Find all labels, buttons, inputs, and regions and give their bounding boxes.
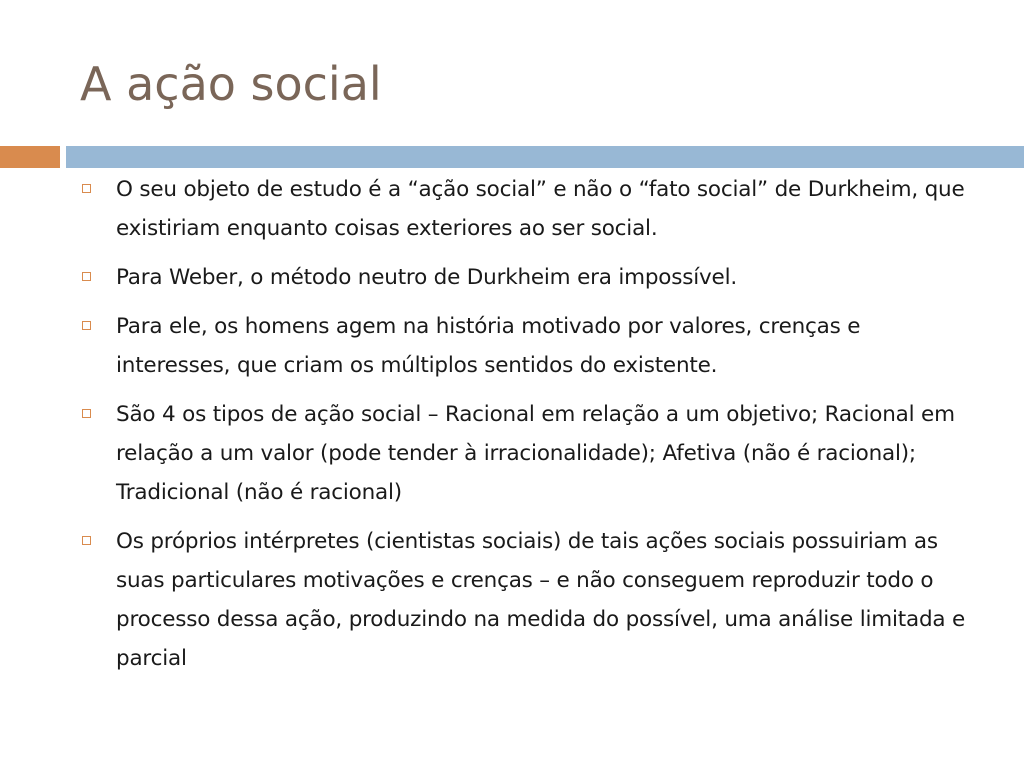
bullet-text: São 4 os tipos de ação social – Racional em relação a um objetivo; Racional em relação a um valor (pode tender à irracionalidade); Afetiva (não é racional); Tradicional (não é racional): [116, 402, 955, 505]
bullet-text: O seu objeto de estudo é a “ação social” e não o “fato social” de Durkheim, que existiriam enquanto coisas exteriores ao ser social.: [116, 177, 965, 241]
hollow-square-bullet-icon: [82, 184, 91, 193]
bullet-text: Para Weber, o método neutro de Durkheim era impossível.: [116, 265, 737, 290]
bullet-text: Os próprios intérpretes (cientistas sociais) de tais ações sociais possuiriam as suas particulares motivações e crenças – e não conseguem reproduzir todo o processo dessa ação, produzindo na medida do possível, uma análise limitada e parcial: [116, 529, 966, 671]
bullet-item: [80, 522, 980, 678]
hollow-square-bullet-icon: [82, 272, 91, 281]
bullet-item: [80, 395, 980, 512]
slide-title: A ação social: [80, 57, 382, 111]
accent-bar-orange: [0, 146, 60, 168]
bullet-item: [80, 170, 980, 248]
hollow-square-bullet-icon: [82, 409, 91, 418]
bullet-text: Para ele, os homens agem na história motivado por valores, crenças e interesses, que criam os múltiplos sentidos do existente.: [116, 314, 861, 378]
hollow-square-bullet-icon: [82, 321, 91, 330]
bullet-item: [80, 307, 980, 385]
bullet-list: [80, 170, 980, 688]
hollow-square-bullet-icon: [82, 536, 91, 545]
bullet-item: [80, 258, 980, 297]
accent-bar-blue: [66, 146, 1024, 168]
